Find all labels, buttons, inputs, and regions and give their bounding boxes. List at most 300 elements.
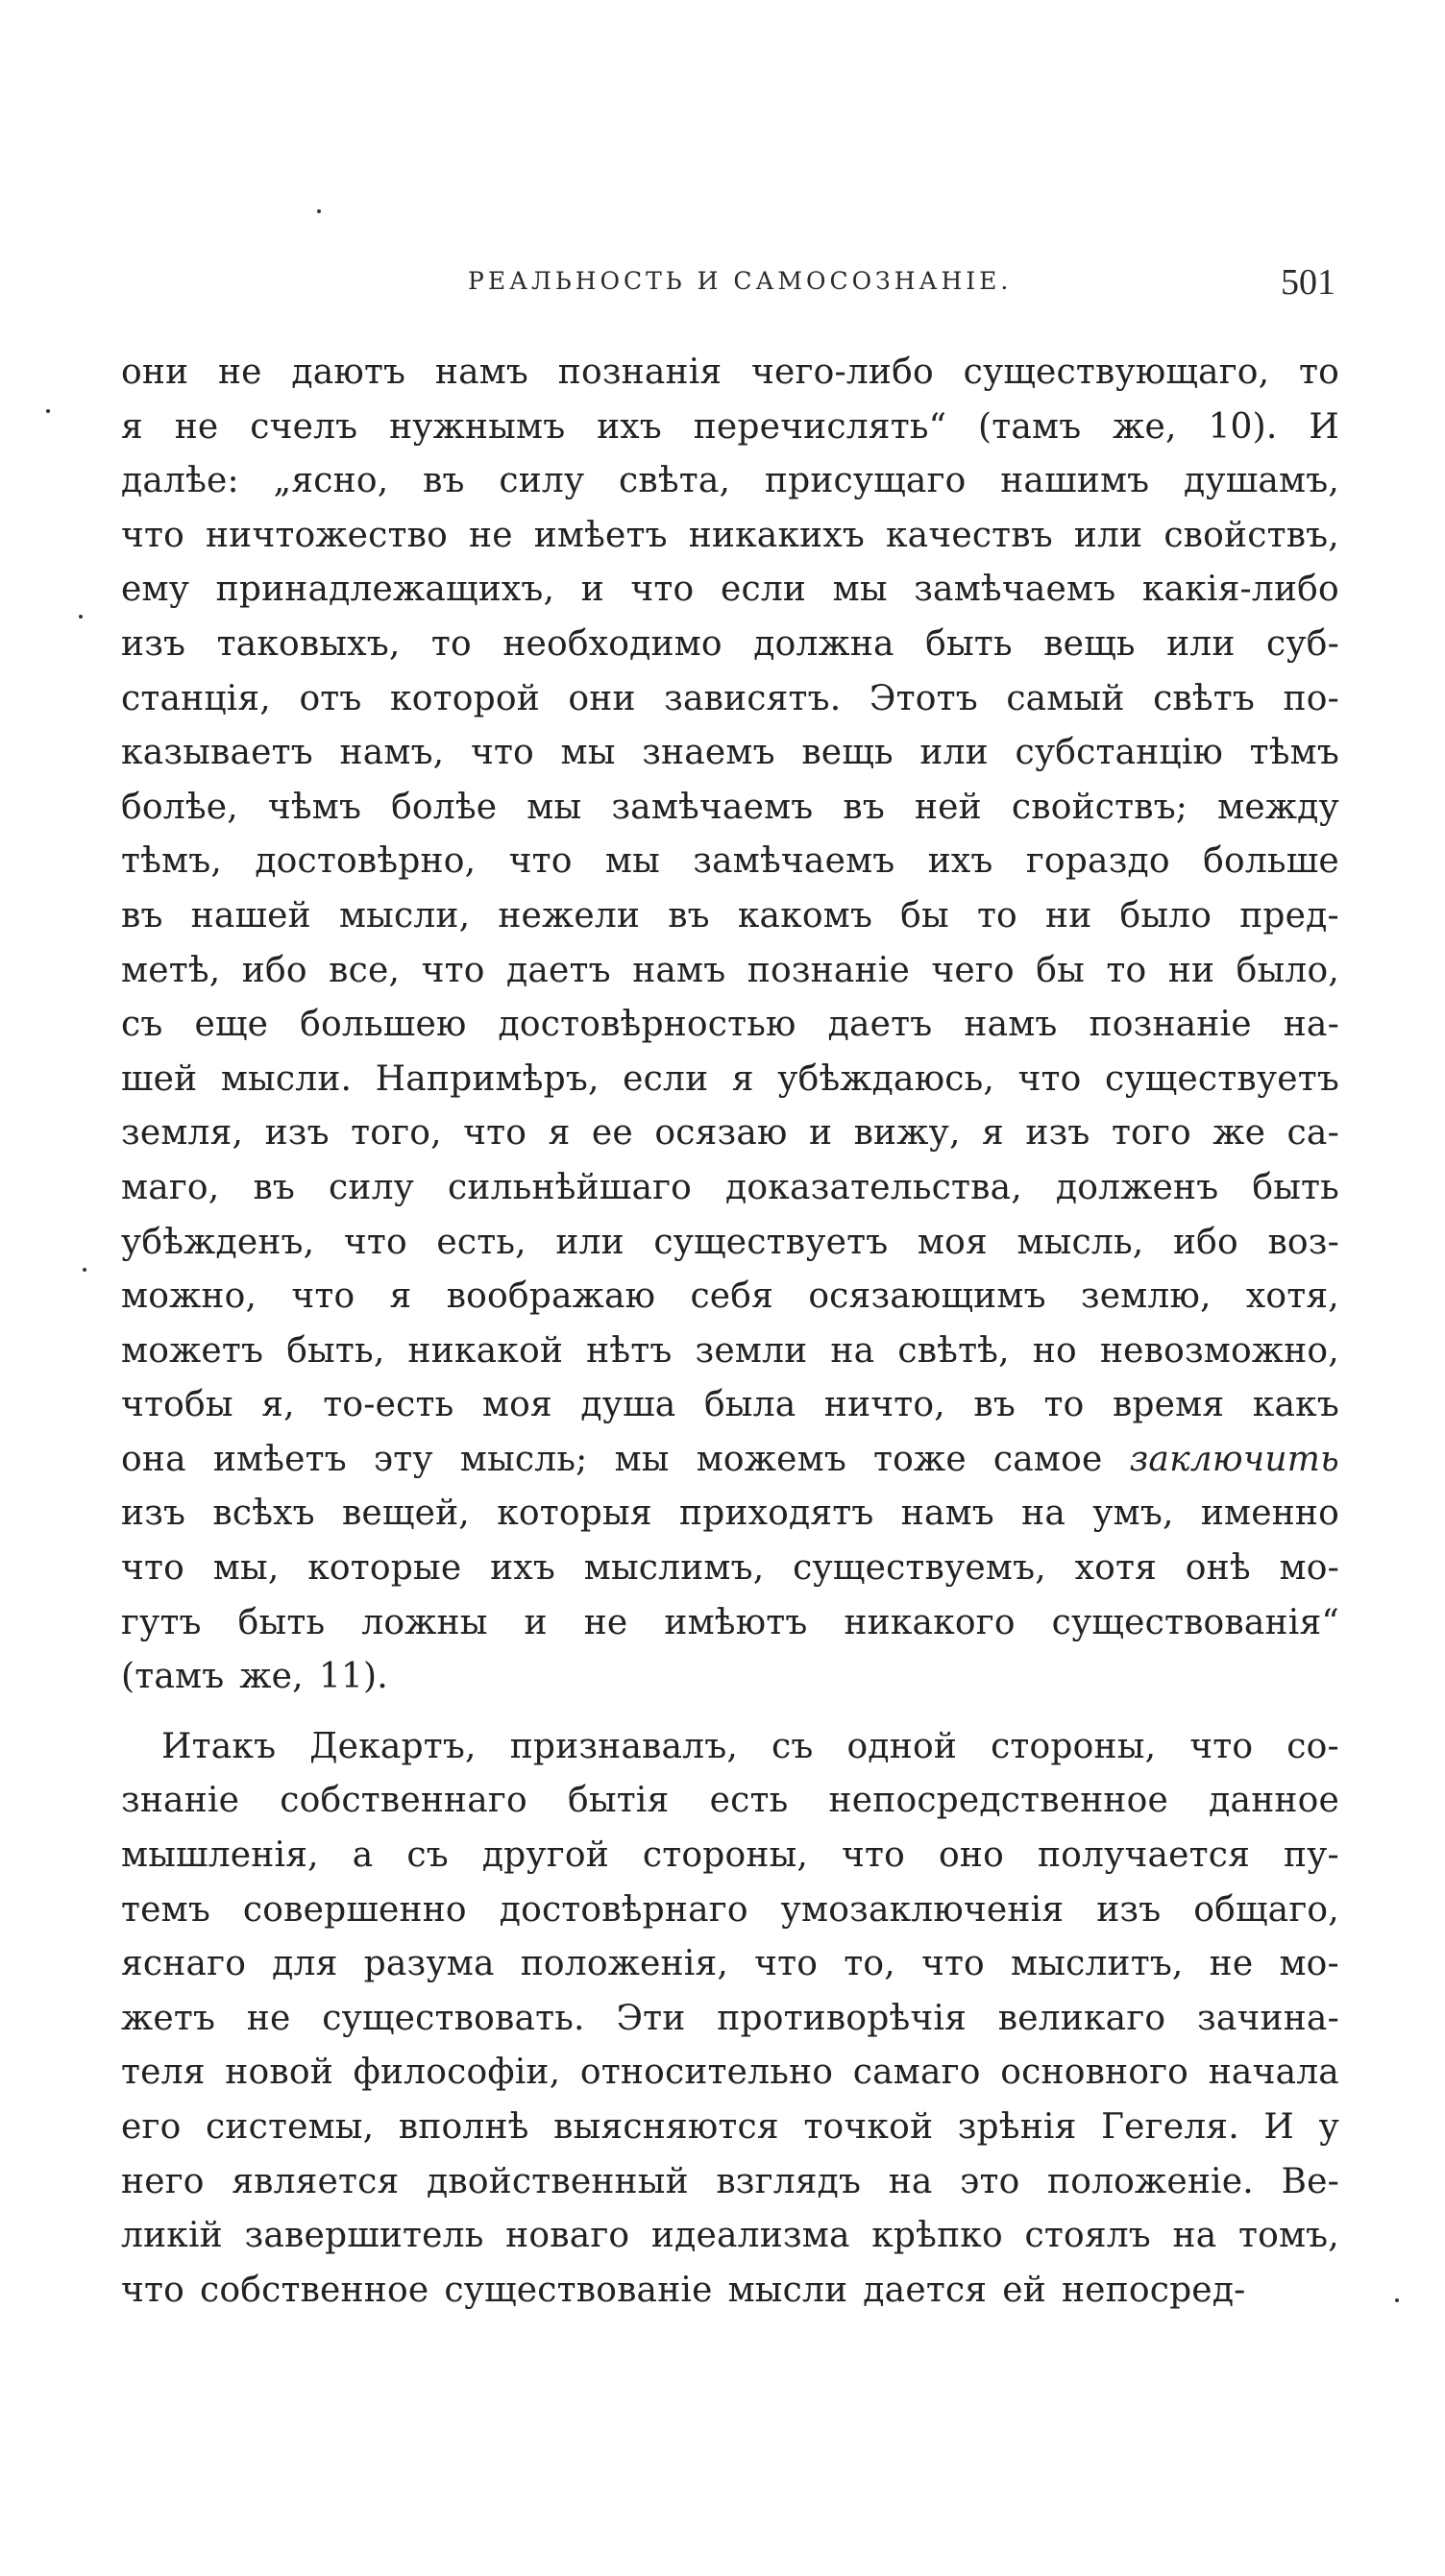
word: общаго, xyxy=(1193,1889,1339,1930)
word: са- xyxy=(1286,1113,1339,1154)
word: изъ xyxy=(1096,1889,1162,1930)
text-line xyxy=(121,1650,1339,1705)
word: изъ xyxy=(264,1113,330,1154)
word: суб- xyxy=(1265,623,1339,664)
word: что xyxy=(508,841,573,882)
text-line xyxy=(121,2264,1339,2319)
word: то xyxy=(976,895,1017,936)
word: Итакъ xyxy=(161,1726,277,1766)
word: я xyxy=(389,1276,412,1317)
word: съ xyxy=(121,1005,163,1045)
word: я xyxy=(121,406,143,447)
text-line xyxy=(121,1542,1339,1596)
word: маго, xyxy=(121,1167,220,1207)
word: бы xyxy=(900,895,949,936)
word: то-есть xyxy=(323,1385,454,1425)
word: что xyxy=(291,1276,355,1317)
word: (тамъ xyxy=(121,1657,225,1697)
word: они xyxy=(121,352,189,392)
word: моя xyxy=(481,1385,552,1425)
word: достовѣрностью xyxy=(498,1005,796,1045)
word: невозможно, xyxy=(1099,1330,1339,1371)
text-line xyxy=(121,1106,1339,1161)
text-line xyxy=(121,1596,1339,1651)
text-line xyxy=(121,1378,1339,1433)
word: теля xyxy=(121,2053,206,2093)
word: нашимъ xyxy=(1000,461,1150,501)
word: новой xyxy=(225,2053,333,2093)
word: тѣмъ, xyxy=(121,841,222,882)
word: которые xyxy=(307,1548,462,1589)
word: приходятъ xyxy=(679,1494,874,1534)
word: философіи, xyxy=(353,2053,561,2093)
word: присущаго xyxy=(764,461,967,501)
word: ни xyxy=(1167,950,1215,990)
word: достовѣрнаго xyxy=(499,1889,748,1930)
word: начала xyxy=(1208,2053,1339,2093)
word: которой xyxy=(390,678,540,718)
word: мо- xyxy=(1279,1548,1339,1589)
running-head xyxy=(125,261,1335,309)
word: на xyxy=(1172,2216,1217,2256)
word: двойственный xyxy=(427,2161,689,2201)
text-line xyxy=(121,509,1339,564)
text-line xyxy=(121,454,1339,509)
text-line xyxy=(121,1433,1339,1488)
word: быть xyxy=(925,623,1013,664)
word: съ xyxy=(771,1726,814,1766)
word: что xyxy=(470,733,534,773)
word: 11). xyxy=(318,1657,388,1697)
word: станція, xyxy=(121,678,271,718)
word: онѣ xyxy=(1185,1548,1251,1589)
word: самаго xyxy=(852,2053,981,2093)
word: никакого xyxy=(844,1602,1016,1642)
word: пред- xyxy=(1239,895,1339,936)
word: признавалъ, xyxy=(509,1726,738,1766)
scan-speck xyxy=(83,1268,86,1272)
word: что xyxy=(630,570,695,610)
text-line xyxy=(121,618,1339,672)
word: умозаключенія xyxy=(780,1889,1065,1930)
word: они xyxy=(568,678,636,718)
word: то xyxy=(1043,1385,1085,1425)
word: воображаю xyxy=(446,1276,656,1317)
word: силу xyxy=(499,461,585,501)
word: непосредственное xyxy=(828,1781,1169,1821)
word: непосред- xyxy=(1061,2270,1246,2310)
word: что xyxy=(121,1548,184,1589)
word: по- xyxy=(1283,678,1339,718)
word: нашей xyxy=(190,895,311,936)
text-line xyxy=(121,1937,1339,1992)
word: него xyxy=(121,2161,205,2201)
text-line xyxy=(121,781,1339,836)
word: заключить xyxy=(1129,1439,1339,1479)
word: или xyxy=(555,1222,625,1262)
running-title: РЕАЛЬНОСТЬ И САМОСОЗНАНІЕ. xyxy=(468,267,1013,295)
word: болѣе, xyxy=(121,787,238,827)
text-line xyxy=(121,1216,1339,1271)
word: и xyxy=(580,570,604,610)
word: имѣютъ xyxy=(664,1602,808,1642)
text-line xyxy=(121,726,1339,781)
word: принадлежащихъ, xyxy=(215,570,555,610)
scan-speck xyxy=(317,209,321,213)
word: долженъ xyxy=(1055,1167,1219,1207)
word: что xyxy=(421,950,485,990)
text-line xyxy=(121,401,1339,455)
word: свѣта, xyxy=(619,461,731,501)
word: существуемъ, xyxy=(793,1548,1046,1589)
word: даютъ xyxy=(291,352,406,392)
word: на xyxy=(888,2161,933,2201)
word: не xyxy=(469,515,513,555)
word: быть xyxy=(1252,1167,1339,1207)
word: тоже xyxy=(873,1439,967,1479)
word: или xyxy=(1166,623,1236,664)
word: можетъ xyxy=(121,1330,264,1371)
word: свѣтъ xyxy=(1153,678,1256,718)
word: Ве- xyxy=(1281,2161,1339,2201)
word: взглядъ xyxy=(716,2161,862,2201)
word: а xyxy=(352,1835,374,1876)
text-line xyxy=(121,2155,1339,2210)
word: на xyxy=(1021,1494,1066,1534)
word: мы xyxy=(560,733,616,773)
word: нужнымъ xyxy=(389,406,566,447)
word: болѣе xyxy=(391,787,498,827)
word: есть, xyxy=(436,1222,527,1262)
word: выясняются xyxy=(553,2107,779,2147)
word: существованія“ xyxy=(1051,1602,1339,1642)
word: основного xyxy=(1000,2053,1189,2093)
word: бытія xyxy=(567,1781,670,1821)
word: если xyxy=(720,570,807,610)
word: Гегеля. xyxy=(1101,2107,1239,2147)
paragraph xyxy=(121,1720,1339,2319)
word: познаніе xyxy=(1089,1005,1252,1045)
word: зрѣнія xyxy=(957,2107,1077,2147)
word: чтобы xyxy=(121,1385,233,1425)
word: которыя xyxy=(497,1494,652,1534)
word: ей xyxy=(1002,2270,1046,2310)
word: должна xyxy=(753,623,894,664)
text-line xyxy=(121,1161,1339,1216)
word: себя xyxy=(690,1276,774,1317)
word: и xyxy=(808,1113,833,1154)
word: таковыхъ, xyxy=(216,623,401,664)
word: для xyxy=(272,1944,338,1984)
word: то xyxy=(1106,950,1147,990)
word: метѣ, xyxy=(121,950,221,990)
word: моя xyxy=(917,1222,988,1262)
word: быть xyxy=(237,1602,326,1642)
word: какомъ xyxy=(737,895,873,936)
word: еще xyxy=(194,1005,269,1045)
word: мы xyxy=(604,841,660,882)
word: самый xyxy=(1006,678,1125,718)
word: отъ xyxy=(299,678,362,718)
word: замѣчаемъ xyxy=(914,570,1116,610)
paragraph-gap xyxy=(121,1705,1339,1720)
word: перечислять“ xyxy=(693,406,947,447)
text-line xyxy=(121,944,1339,999)
word: знаніе xyxy=(121,1781,240,1821)
word: мы xyxy=(527,787,582,827)
word: эту xyxy=(373,1439,433,1479)
text-line xyxy=(121,346,1339,401)
word: ибо xyxy=(1172,1222,1238,1262)
word: именно xyxy=(1200,1494,1339,1534)
word: ложны xyxy=(361,1602,488,1642)
word: нежели xyxy=(498,895,641,936)
word: данное xyxy=(1209,1781,1339,1821)
word: я xyxy=(731,1058,754,1099)
word: мысли. xyxy=(220,1058,353,1099)
word: чего-либо xyxy=(751,352,934,392)
text-line xyxy=(121,1992,1339,2047)
word: земли xyxy=(695,1330,808,1371)
word: мысли xyxy=(727,2270,848,2310)
word: на- xyxy=(1283,1005,1339,1045)
word: въ xyxy=(843,787,885,827)
word: ничтожество xyxy=(205,515,449,555)
word: можно, xyxy=(121,1276,257,1317)
word: въ xyxy=(423,461,465,501)
word: вполнѣ xyxy=(398,2107,529,2147)
word: стоялъ xyxy=(1024,2216,1151,2256)
word: намъ, xyxy=(339,733,445,773)
word: имѣетъ xyxy=(533,515,668,555)
word: зачина- xyxy=(1197,1998,1339,2038)
word: ликій xyxy=(121,2216,223,2256)
word: точкой xyxy=(803,2107,934,2147)
word: же xyxy=(1212,1113,1266,1154)
text-line xyxy=(121,889,1339,944)
word: свойствъ, xyxy=(1163,515,1339,555)
word: познаніе xyxy=(747,950,910,990)
word: ней xyxy=(914,787,982,827)
word: большею xyxy=(300,1005,467,1045)
word: быть, xyxy=(286,1330,385,1371)
word: то xyxy=(430,623,472,664)
word: душа xyxy=(580,1385,676,1425)
word: получается xyxy=(1037,1835,1251,1876)
text-line xyxy=(121,1774,1339,1829)
word: сильнѣйшаго xyxy=(448,1167,693,1207)
word: мы, xyxy=(212,1548,280,1589)
paragraph xyxy=(121,346,1339,1705)
text-line xyxy=(121,1883,1339,1938)
text-line xyxy=(121,2046,1339,2101)
word: мыслимъ, xyxy=(583,1548,765,1589)
word: намъ xyxy=(632,950,726,990)
word: была xyxy=(703,1385,796,1425)
word: достовѣрно, xyxy=(255,841,477,882)
word: умъ, xyxy=(1092,1494,1174,1534)
word: шей xyxy=(121,1058,198,1099)
word: чего xyxy=(931,950,1015,990)
word: осязаю xyxy=(654,1113,788,1154)
word: не xyxy=(217,352,262,392)
word: ее xyxy=(591,1113,633,1154)
word: что xyxy=(754,1944,819,1984)
word: существуетъ xyxy=(653,1222,889,1262)
word: тѣмъ xyxy=(1249,733,1339,773)
word: стороны, xyxy=(991,1726,1157,1766)
text-line xyxy=(121,1720,1339,1775)
word: существующаго, xyxy=(963,352,1270,392)
word: все, xyxy=(329,950,401,990)
word: доказательства, xyxy=(725,1167,1022,1207)
word: что xyxy=(463,1113,527,1154)
scan-speck xyxy=(46,409,50,413)
word: субстанцію xyxy=(1015,733,1224,773)
word: изъ xyxy=(121,1494,186,1534)
word: что xyxy=(121,2270,184,2310)
word: вещей, xyxy=(341,1494,470,1534)
word: относительно xyxy=(579,2053,834,2093)
word: въ xyxy=(973,1385,1016,1425)
word: самое xyxy=(992,1439,1103,1479)
word: на xyxy=(830,1330,875,1371)
word: яснаго xyxy=(121,1944,247,1984)
word: казываетъ xyxy=(121,733,313,773)
word: я xyxy=(548,1113,571,1154)
word: намъ xyxy=(964,1005,1058,1045)
word: осязающимъ xyxy=(808,1276,1046,1317)
word: мы xyxy=(614,1439,670,1479)
word: идеализма xyxy=(650,2216,850,2256)
text-line xyxy=(121,672,1339,727)
word: что xyxy=(1017,1058,1082,1099)
word: хотя xyxy=(1074,1548,1158,1589)
text-line xyxy=(121,1487,1339,1542)
word: замѣчаемъ xyxy=(611,787,814,827)
word: я, xyxy=(261,1385,295,1425)
word: или xyxy=(1073,515,1143,555)
word: Этотъ xyxy=(869,678,978,718)
word: мышленія, xyxy=(121,1835,319,1876)
word: И xyxy=(1263,2107,1295,2147)
page-number: 501 xyxy=(1281,262,1335,303)
word: далѣе: xyxy=(121,461,239,501)
word: собственнаго xyxy=(280,1781,527,1821)
word: (тамъ xyxy=(978,406,1082,447)
word: изъ xyxy=(1025,1113,1090,1154)
text-line xyxy=(121,998,1339,1053)
word: необходимо xyxy=(502,623,722,664)
word: если xyxy=(623,1058,709,1099)
word: силу xyxy=(329,1167,415,1207)
word: совершенно xyxy=(242,1889,467,1930)
word: же, xyxy=(239,1657,304,1697)
word: положенія, xyxy=(520,1944,729,1984)
word: 10). xyxy=(1208,406,1278,447)
word: же, xyxy=(1113,406,1177,447)
word: убѣждаюсь, xyxy=(777,1058,995,1099)
word: что xyxy=(343,1222,407,1262)
word: темъ xyxy=(121,1889,210,1930)
word: убѣжденъ, xyxy=(121,1222,315,1262)
word: намъ xyxy=(434,352,529,392)
text-line xyxy=(121,1324,1339,1379)
scan-speck xyxy=(1395,2298,1399,2302)
word: всѣхъ xyxy=(212,1494,315,1534)
word: не xyxy=(174,406,219,447)
text-line xyxy=(121,835,1339,889)
word: великаго xyxy=(997,1998,1166,2038)
word: никакой xyxy=(407,1330,564,1371)
word: было xyxy=(1119,895,1212,936)
word: въ xyxy=(253,1167,296,1207)
word: „ясно, xyxy=(273,461,389,501)
word: больше xyxy=(1203,841,1339,882)
word: ничто, xyxy=(823,1385,945,1425)
word: но xyxy=(1032,1330,1077,1371)
word: стороны, xyxy=(642,1835,809,1876)
word: ни xyxy=(1045,895,1092,936)
word: не xyxy=(583,1602,628,1642)
word: есть xyxy=(709,1781,789,1821)
word: замѣчаемъ xyxy=(693,841,895,882)
word: бы xyxy=(1036,950,1085,990)
word: мысль, xyxy=(1016,1222,1144,1262)
word: другой xyxy=(481,1835,609,1876)
text-line xyxy=(121,1829,1339,1883)
word: изъ xyxy=(121,623,186,664)
word: мыслитъ, xyxy=(1011,1944,1184,1984)
word: въ xyxy=(668,895,710,936)
text-line xyxy=(121,1270,1339,1324)
text-line xyxy=(121,1053,1339,1107)
word: было, xyxy=(1236,950,1339,990)
word: того, xyxy=(351,1113,442,1154)
word: жетъ xyxy=(121,1998,216,2038)
word: того xyxy=(1111,1113,1191,1154)
word: мысли, xyxy=(338,895,471,936)
word: Эти xyxy=(616,1998,686,2038)
word: хотя, xyxy=(1245,1276,1339,1317)
text-line xyxy=(121,2101,1339,2155)
word: системы, xyxy=(206,2107,375,2147)
word: разума xyxy=(363,1944,495,1984)
word: мо- xyxy=(1279,1944,1339,1984)
word: ибо xyxy=(241,950,307,990)
word: ему xyxy=(121,570,190,610)
word: что xyxy=(1189,1726,1254,1766)
body-text xyxy=(121,346,1339,2318)
word: познанія xyxy=(557,352,722,392)
word: какъ xyxy=(1252,1385,1339,1425)
word: крѣпко xyxy=(871,2216,1003,2256)
word: время xyxy=(1112,1385,1225,1425)
word: у xyxy=(1318,2107,1339,2147)
word: вещь xyxy=(801,733,894,773)
word: качествъ xyxy=(885,515,1053,555)
word: томъ, xyxy=(1237,2216,1339,2256)
word: намъ xyxy=(900,1494,994,1534)
word: положеніе. xyxy=(1047,2161,1254,2201)
word: воз- xyxy=(1267,1222,1339,1262)
word: собственное xyxy=(200,2270,429,2310)
word: знаемъ xyxy=(642,733,775,773)
word: мысль; xyxy=(459,1439,588,1479)
word: это xyxy=(960,2161,1020,2201)
word: какія-либо xyxy=(1141,570,1339,610)
word: зависятъ. xyxy=(664,678,842,718)
